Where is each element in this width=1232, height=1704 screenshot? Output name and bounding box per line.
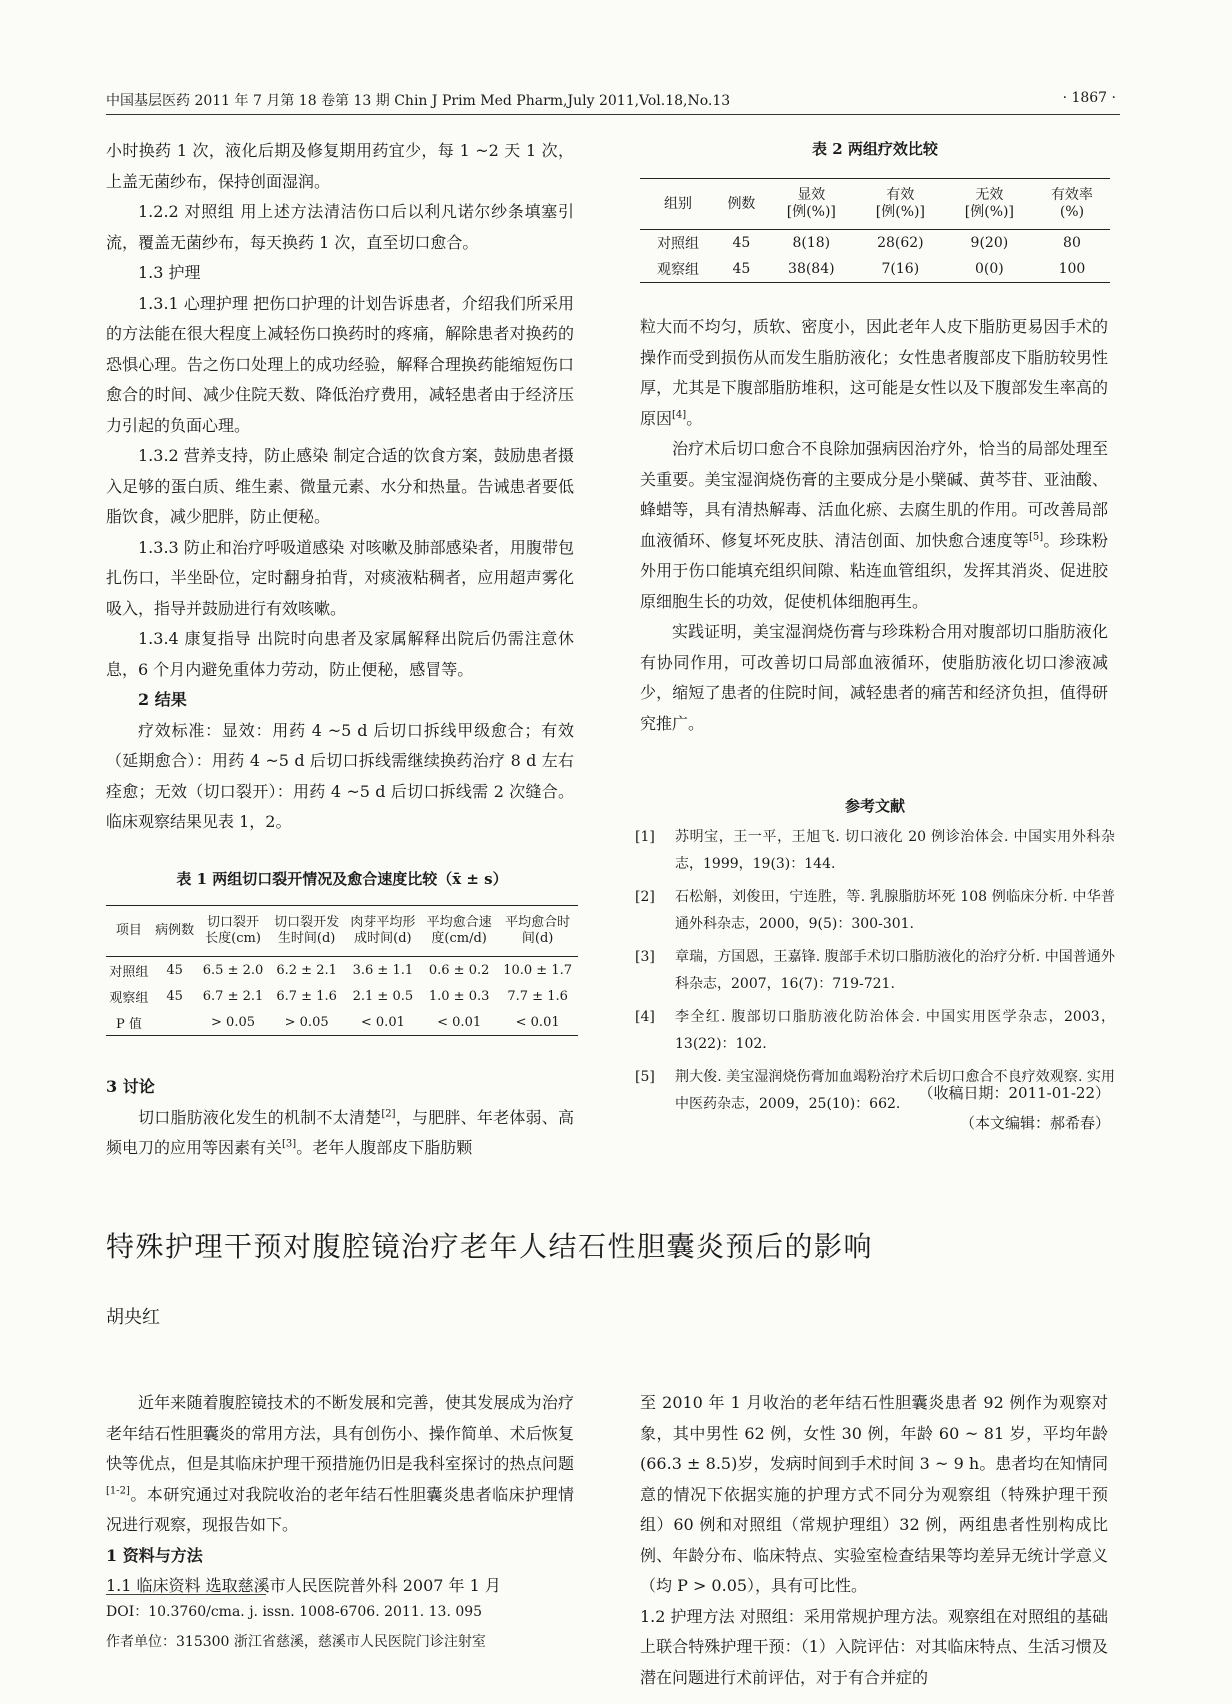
table-cell: 3.6 ± 1.1 — [352, 962, 414, 978]
table1 — [106, 905, 578, 1036]
table-cell: < 0.01 — [437, 1014, 482, 1030]
paragraph-1-3-2: 1.3.2 营养支持，防止感染 制定合适的饮食方案，鼓励患者摄入足够的蛋白质、维生素、微量元素、水分和热量。告诫患者要低脂饮食，减少肥胖，防止便秘。 — [106, 446, 574, 526]
discussion-block — [106, 1072, 574, 1164]
text-run: 粒大而不均匀，质软、密度小，因此老年人皮下脂肪更易因手术的操作而受到损伤从而发生脂肪液化；女性患者腹部皮下脂肪较男性厚，尤其是下腹部脂肪堆积，这可能是女性以及下腹部发生率高的原因 — [640, 317, 1108, 428]
paragraph-conclusion: 实践证明，美宝湿润烧伤膏与珍珠粉合用对腹部切口脂肪液化有协同作用，可改善切口局部血液循环，使脂肪液化切口渗液减少，缩短了患者的住院时间，减轻患者的痛苦和经济负担，值得研究推广。 — [640, 622, 1108, 733]
page-number: · 1867 · — [1062, 90, 1116, 106]
reference-number: [1] — [635, 829, 655, 845]
table-cell: 6.7 ± 1.6 — [276, 988, 337, 1004]
section-heading-1-3: 1.3 护理 — [138, 263, 201, 282]
section-heading-3: 3 讨论 — [106, 1077, 155, 1096]
table1-caption: 表 1 两组切口裂开情况及愈合速度比较（x̄ ± s） — [176, 870, 508, 888]
doi: DOI：10.3760/cma. j. issn. 1008-6706. 2011. 13. 095 — [106, 1604, 483, 1620]
table-cell: 6.7 ± 2.1 — [202, 988, 264, 1004]
footnote-rule — [106, 1594, 266, 1595]
table-cell: 7(16) — [881, 261, 920, 277]
table-cell: 9(20) — [970, 235, 1009, 251]
section-heading-2: 2 结果 — [138, 690, 187, 709]
reference-text: 李全红. 腹部切口脂肪液化防治体会. 中国实用医学杂志，2003，13(22)：102. — [675, 1009, 1115, 1052]
table-cell: > 0.05 — [211, 1014, 256, 1030]
table-cell: < 0.01 — [360, 1014, 405, 1030]
reference-item — [635, 944, 1115, 998]
table2-header-row — [640, 179, 1110, 230]
table1-header: 病例数 — [155, 923, 195, 938]
text-run: 。老年人腹部皮下脂肪颗 — [296, 1138, 473, 1157]
table-cell: 8(18) — [792, 235, 831, 251]
table2-header: 有效率 (%) — [1050, 187, 1093, 220]
table-row — [106, 983, 578, 1009]
paragraph-1-2: 1.2 护理方法 对照组：采用常规护理方法。观察组在对照组的基础上联合特殊护理干预：（1）入院评估：对其临床特点、生活习惯及潜在问题进行术前评估，对于有合并症的 — [640, 1606, 1108, 1687]
citation-ref: [4] — [672, 409, 687, 421]
table-cell: 观察组 — [109, 990, 149, 1006]
received-date: （收稿日期：2011-01-22） — [918, 1084, 1110, 1102]
article-title: 特殊护理干预对腹腔镜治疗老年人结石性胆囊炎预后的影响 — [106, 1230, 874, 1263]
article2-right-column — [640, 1388, 1108, 1693]
table-cell: 对照组 — [109, 964, 149, 980]
paragraph-results: 疗效标准：显效：用药 4 ~5 d 后切口拆线甲级愈合；有效（延期愈合）：用药 4 ~5 d 后切口拆线需继续换药治疗 8 d 左右痊愈；无效（切口裂开）：用药 4 ~5 d 后切口拆线需 2 次缝合。临床观察结果见表 1，2。 — [106, 720, 574, 831]
reference-number: [5] — [635, 1069, 655, 1085]
table-cell: 7.7 ± 1.6 — [507, 988, 568, 1004]
table1-header: 平均愈合时 间(d) — [505, 915, 571, 946]
paragraph-1-3-1: 1.3.1 心理护理 把伤口护理的计划告诉患者，介绍我们所采用的方法能在很大程度上减轻伤口换药时的疼痛，解除患者对换药的恐惧心理。告之伤口处理上的成功经验，解释合理换药能缩短伤口愈合的时间、减少住院天数、降低治疗费用，减轻患者由于经济压力引起的负面心理。 — [106, 293, 574, 435]
table-cell: 80 — [1063, 235, 1081, 251]
paragraph-discussion — [106, 1103, 574, 1164]
text-run: 切口脂肪液化发生的机制不太清楚 — [138, 1107, 382, 1127]
reference-text: 荆大俊. 美宝湿润烧伤膏加血竭粉治疗术后切口愈合不良疗效观察. 实用中医药杂志，2009，25(10)：662. — [675, 1069, 1115, 1112]
table2-header: 有效 [例(%)] — [875, 187, 925, 220]
table-cell: 1.0 ± 0.3 — [428, 988, 490, 1004]
reference-text: 苏明宝，王一平，王旭飞. 切口液化 20 例诊治体会. 中国实用外科杂志，1999，19(3)：144. — [675, 829, 1115, 872]
text-run: 。珍珠粉外用于伤口能填充组织间隙、粘连血管组织，发挥其消炎、促进胶原细胞生长的功效，促使机体细胞再生。 — [640, 530, 1108, 611]
right-column — [640, 312, 1108, 739]
table1-header: 切口裂开 长度(cm) — [205, 915, 261, 946]
table-cell: > 0.05 — [284, 1014, 329, 1030]
table2 — [640, 178, 1110, 283]
citation-ref: [1-2] — [106, 1485, 130, 1497]
reference-text: 石松斛，刘俊田，宁连胜，等. 乳腺脂肪坏死 108 例临床分析. 中华普通外科杂志，2000，9(5)：300-301. — [675, 889, 1115, 932]
table2-header: 显效 [例(%)] — [786, 187, 836, 220]
footnote — [106, 1597, 576, 1657]
journal-citation: 中国基层医药 2011 年 7 月第 18 卷第 13 期 Chin J Prim Med Pharm,July 2011,Vol.18,No.13 — [106, 93, 731, 109]
references — [635, 793, 1115, 1124]
table-cell: 0(0) — [975, 261, 1004, 277]
table-cell — [152, 1009, 198, 1036]
table2-header: 组别 — [664, 195, 693, 212]
article-author: 胡央红 — [106, 1307, 160, 1328]
left-column — [106, 136, 574, 838]
paragraph: 至 2010 年 1 月收治的老年结石性胆囊炎患者 92 例作为观察对象，其中男性 62 例，女性 30 例，年龄 60 ~ 81 岁，平均年龄(66.3 ± 8.5)岁，发病时间到手术时间 3 ~ 9 h。患者均在知情同意的情况下依据实施的护理方式不同分为观察组（特殊护理干预组）60 例和对照组（常规护理组）32 例，两组患者性别构成比例、年龄分布、临床特点、实验室检查结果等均差异无统计学意义（均 P > 0.05），具有可比性。 — [640, 1393, 1108, 1595]
paragraph — [640, 434, 1108, 617]
table-cell: 0.6 ± 0.2 — [428, 962, 490, 978]
table1-header: 肉芽平均形 成时间(d) — [350, 915, 416, 946]
table-cell: 38(84) — [788, 261, 835, 277]
table-cell: 6.5 ± 2.0 — [202, 962, 264, 978]
paragraph — [640, 312, 1108, 434]
table-cell: 45 — [732, 235, 751, 251]
paragraph-1-1: 1.1 临床资料 选取慈溪市人民医院普外科 2007 年 1 月 — [106, 1576, 501, 1595]
table1-header: 项目 — [115, 923, 142, 938]
table-cell: 45 — [732, 261, 751, 277]
paragraph-intro — [106, 1388, 574, 1541]
editor-note: （本文编辑：郝希春） — [959, 1114, 1110, 1132]
reference-text: 章瑞，方国恩，王嘉锋. 腹部手术切口脂肪液化的治疗分析. 中国普通外科杂志，2007，16(7)：719-721. — [675, 949, 1115, 992]
reference-item — [635, 824, 1115, 878]
paragraph-1-3-3: 1.3.3 防止和治疗呼吸道感染 对咳嗽及肺部感染者，用腹带包扎伤口，半坐卧位，定时翻身拍背，对痰液粘稠者，应用超声雾化吸入，指导并鼓励进行有效咳嗽。 — [106, 537, 574, 618]
reference-number: [4] — [635, 1009, 655, 1025]
reference-number: [2] — [635, 889, 655, 905]
citation-ref: [2] — [381, 1108, 396, 1120]
article2-left-column — [106, 1388, 574, 1602]
text-run: 。 — [686, 408, 703, 428]
reference-number: [3] — [635, 949, 655, 965]
table-row — [640, 230, 1110, 257]
header-rule — [106, 114, 1120, 115]
table2-header: 例数 — [727, 195, 756, 212]
text-run: ，与肥胖、年老体弱、高频电刀的应用等因素有关 — [106, 1107, 574, 1157]
table-cell: 6.2 ± 2.1 — [276, 962, 337, 978]
table-cell: P 值 — [115, 1016, 142, 1032]
table-cell: 45 — [166, 962, 183, 978]
table-row — [640, 256, 1110, 283]
table-cell: < 0.01 — [515, 1014, 560, 1030]
paragraph: 小时换药 1 次，液化后期及修复期用药宜少，每 1 ~2 天 1 次，上盖无菌纱布，保持创面湿润。 — [106, 141, 574, 191]
text-run: 近年来随着腹腔镜技术的不断发展和完善，使其发展成为治疗老年结石性胆囊炎的常用方法，具有创伤小、操作简单、术后恢复快等优点，但是其临床护理干预措施仍旧是我科室探讨的热点问题 — [106, 1393, 574, 1473]
table-cell: 45 — [166, 988, 183, 1004]
table2-header: 无效 [例(%)] — [964, 187, 1014, 220]
table-cell: 28(62) — [877, 235, 924, 251]
table2-caption: 表 2 两组疗效比较 — [812, 140, 938, 158]
text-run: 。本研究通过对我院收治的老年结石性胆囊炎患者临床护理情况进行观察，现报告如下。 — [106, 1484, 574, 1534]
table1-header: 切口裂开发 生时间(d) — [274, 915, 340, 946]
table-cell: 2.1 ± 0.5 — [352, 988, 414, 1004]
table1-header-row — [106, 906, 578, 957]
citation-ref: [3] — [282, 1138, 297, 1150]
reference-item — [635, 1004, 1115, 1058]
citation-ref: [5] — [1028, 531, 1044, 543]
table-cell: 10.0 ± 1.7 — [503, 962, 573, 978]
table-cell: 观察组 — [657, 262, 700, 278]
table-cell: 对照组 — [657, 236, 700, 252]
table-row — [106, 1009, 578, 1036]
section-heading-1: 1 资料与方法 — [106, 1545, 203, 1565]
table-cell: 100 — [1058, 261, 1086, 277]
references-title: 参考文献 — [844, 797, 905, 815]
paragraph-1-2-2: 1.2.2 对照组 用上述方法清洁伤口后以利凡诺尔纱条填塞引流，覆盖无菌纱布，每天换药 1 次，直至切口愈合。 — [106, 202, 574, 252]
text-run: 治疗术后切口愈合不良除加强病因治疗外，恰当的局部处理至关重要。美宝湿润烧伤膏的主要成分是小檗碱、黄芩苷、亚油酸、蜂蜡等，具有清热解毒、活血化瘀、去腐生肌的作用。可改善局部血液循环、修复坏死皮肤、清洁创面、加快愈合速度等 — [640, 439, 1108, 550]
table1-header: 平均愈合速 度(cm/d) — [426, 915, 492, 946]
reference-item — [635, 884, 1115, 938]
affiliation: 作者单位：315300 浙江省慈溪，慈溪市人民医院门诊注射室 — [106, 1634, 486, 1650]
table-row — [106, 957, 578, 984]
paragraph-1-3-4: 1.3.4 康复指导 出院时向患者及家属解释出院后仍需注意休息，6 个月内避免重体力劳动，防止便秘，感冒等。 — [106, 629, 574, 679]
